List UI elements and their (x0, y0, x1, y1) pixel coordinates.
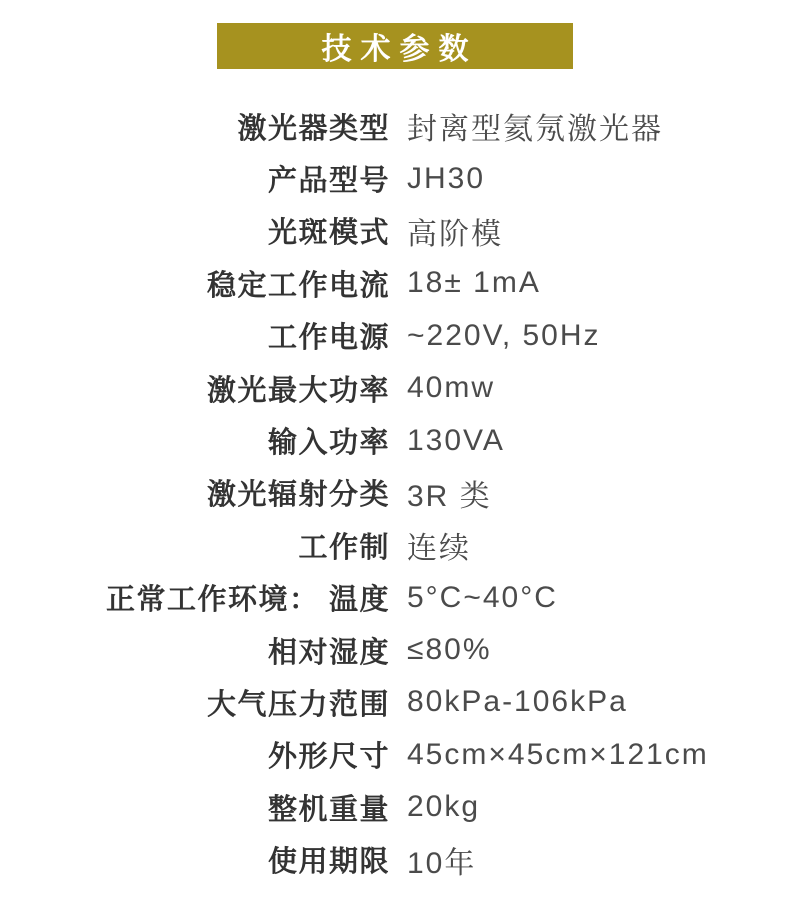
spec-value: 高阶模 (407, 217, 503, 251)
spec-value: 20kg (407, 790, 481, 824)
spec-label: 激光辐射分类 (206, 479, 390, 512)
spec-label: 大气压力范围 (206, 688, 390, 721)
spec-row (0, 729, 790, 781)
spec-row (0, 624, 790, 676)
spec-value: 连续 (407, 532, 471, 566)
spec-label: 激光器类型 (237, 112, 390, 145)
spec-value: 封离型氦氖激光器 (407, 113, 663, 147)
spec-label: 外形尺寸 (267, 741, 390, 774)
spec-value: ~220V, 50Hz (407, 318, 601, 352)
spec-row (0, 781, 790, 833)
spec-row (0, 467, 790, 519)
spec-label: 相对湿度 (267, 636, 390, 669)
spec-row (0, 676, 790, 728)
spec-value: 3R 类 (407, 479, 492, 513)
spec-row (0, 414, 790, 466)
spec-label: 光斑模式 (267, 217, 390, 250)
section-title-banner (217, 23, 573, 69)
spec-row (0, 100, 790, 152)
spec-value: 130VA (407, 423, 505, 457)
spec-label: 稳定工作电流 (206, 269, 390, 302)
spec-label: 正常工作环境： 温度 (105, 584, 390, 617)
spec-value: 5°C~40°C (407, 580, 558, 614)
spec-row (0, 205, 790, 257)
spec-value: ≤80% (407, 633, 492, 667)
spec-row (0, 572, 790, 624)
spec-value: JH30 (407, 161, 486, 195)
spec-label: 产品型号 (267, 165, 390, 198)
spec-table (0, 100, 790, 886)
spec-value: 18± 1mA (407, 266, 541, 300)
spec-row (0, 362, 790, 414)
spec-value: 10年 (407, 846, 477, 880)
spec-label: 工作制 (298, 531, 390, 564)
spec-row (0, 152, 790, 204)
spec-value: 80kPa-106kPa (407, 685, 628, 719)
spec-row (0, 310, 790, 362)
section-title: 技术参数 (321, 33, 478, 66)
spec-value: 45cm×45cm×121cm (407, 737, 709, 771)
spec-label: 工作电源 (267, 322, 390, 355)
spec-row (0, 519, 790, 571)
spec-label: 使用期限 (267, 846, 390, 879)
spec-value: 40mw (407, 371, 496, 405)
spec-label: 输入功率 (267, 427, 390, 460)
spec-label: 激光最大功率 (206, 374, 390, 407)
spec-row (0, 257, 790, 309)
spec-label: 整机重量 (267, 793, 390, 826)
spec-row (0, 833, 790, 885)
